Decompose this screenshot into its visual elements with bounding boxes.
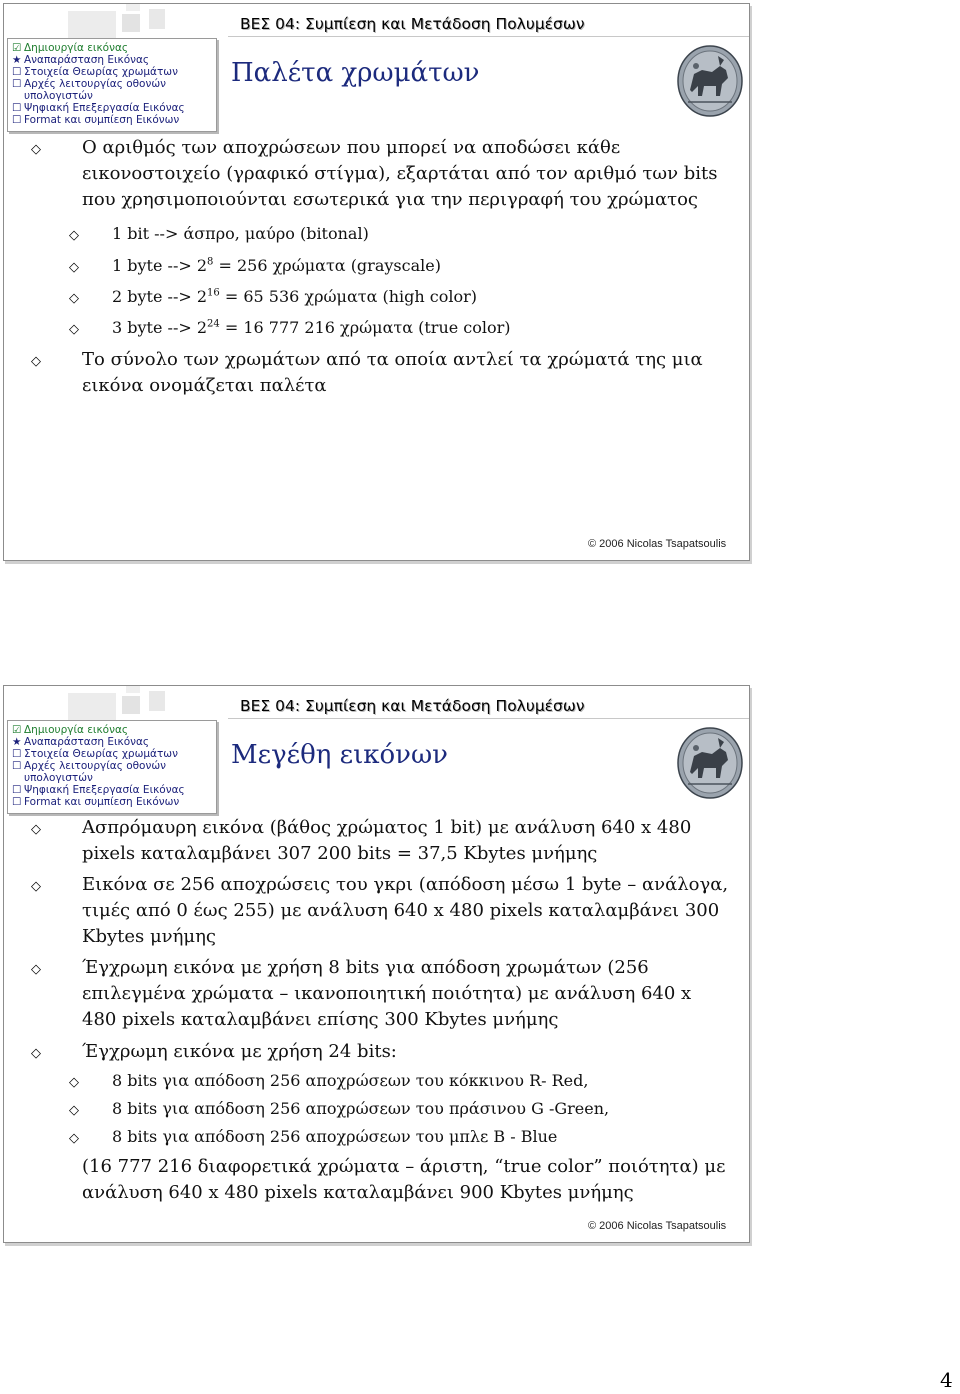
nav-item-image-processing[interactable]: ☐ Ψηφιακή Επεξεργασία Εικόνας — [12, 784, 185, 796]
copyright-notice: © 2006 Nicolas Tsapatsoulis — [588, 538, 727, 550]
nav-item-image-representation[interactable]: ★ Αναπαράσταση Εικόνας — [12, 736, 150, 748]
nav-item-image-creation[interactable]: ☑ Δημιουργία εικόνας — [12, 724, 129, 736]
nav-item-image-creation[interactable]: ☑ Δημιουργία εικόνας — [12, 42, 129, 54]
empty-box-icon: ☐ — [12, 784, 22, 796]
ancient-coin-icon — [676, 44, 744, 118]
sub-bullet-icon: ◇ — [69, 1131, 79, 1146]
nav-item-color-theory[interactable]: ☐ Στοιχεία Θεωρίας χρωμάτων — [12, 66, 178, 78]
slide-image-sizes: ΒΕΣ 04: Συμπίεση και Μετάδοση Πολυμέσων ☑ Δημιουργία εικόνας ★ Αναπαράσταση Εικόνας ☐ Στοιχεία Θεωρίας χρωμάτων ☐ Αρχές λειτουργίας οθονών υπολογιστών ☐ Ψηφιακή Επεξεργασία Εικόνας ☐ Format και συμπίεση Εικόνων Μεγέθη εικόνων ◇ Ασπρόμαυρη εικόνα (βάθος χρώματος 1 bit) με ανάλυση 640 x 480 pixels καταλαμβάνει 307 200 bits = 37,5 Kbytes μνήμης ◇ Εικόνα σε 256 αποχρώσεις του γκρι (απόδοση μέσω 1 byte – ανάλογα, τιμές από 0 έως 255) με ανάλυση 640 x 480 pixels καταλαμβάνει 300 Kbytes μνήμης ◇ Έγχρωμη εικόνα με χρήση 8 bits για απόδοση χρωμάτων (256 επιλεγμένα χρώματα – ικανοποιητική ποιότητα) με ανάλυση 640 x 480 pixels καταλαμβάνει επίσης 300 Kbytes μνήμης ◇ Έγχρωμη εικόνα με χρήση 24 bits: ◇ 8 bits για απόδοση 256 αποχρώσεων του κόκκινου R- Red, ◇ 8 bits για απόδοση 256 αποχρώσεων του πράσινου G -Green, ◇ 8 bits για απόδοση 256 αποχρώσεων του μπλε B - Blue (16 777 216 διαφορετικά χρώματα – άριστη, “true color” ποιότητα) με ανάλυση 640 x 480 pixels καταλαμβάνει 900 Kbytes μνήμης © 2006 Nicolas Tsapatsoulis — [3, 685, 750, 1243]
empty-box-icon: ☐ — [12, 78, 22, 90]
bullet-icon: ◇ — [31, 142, 41, 157]
sub-bullet-icon: ◇ — [69, 322, 79, 337]
ancient-coin-icon — [676, 726, 744, 800]
course-title: ΒΕΣ 04: Συμπίεση και Μετάδοση Πολυμέσων — [240, 15, 585, 33]
star-icon: ★ — [12, 736, 22, 748]
bullet-icon: ◇ — [31, 1046, 41, 1061]
nav-item-monitor-principles-cont[interactable]: υπολογιστών — [24, 90, 93, 102]
checked-box-icon: ☑ — [12, 724, 22, 736]
empty-box-icon: ☐ — [12, 102, 22, 114]
nav-item-monitor-principles-cont[interactable]: υπολογιστών — [24, 772, 93, 784]
slide-title: Παλέτα χρωμάτων — [231, 58, 480, 88]
empty-box-icon: ☐ — [12, 760, 22, 772]
empty-box-icon: ☐ — [12, 748, 22, 760]
copyright-notice: © 2006 Nicolas Tsapatsoulis — [588, 1220, 727, 1232]
nav-item-monitor-principles[interactable]: ☐ Αρχές λειτουργίας οθονών — [12, 760, 167, 772]
sub-bullet-icon: ◇ — [69, 1075, 79, 1090]
nav-item-image-representation[interactable]: ★ Αναπαράσταση Εικόνας — [12, 54, 150, 66]
nav-item-color-theory[interactable]: ☐ Στοιχεία Θεωρίας χρωμάτων — [12, 748, 178, 760]
sub-bullet-icon: ◇ — [69, 228, 79, 243]
star-icon: ★ — [12, 54, 22, 66]
slide-navigation — [7, 38, 217, 132]
empty-box-icon: ☐ — [12, 796, 22, 808]
bullet-icon: ◇ — [31, 879, 41, 894]
sub-bullet-icon: ◇ — [69, 291, 79, 306]
nav-item-monitor-principles[interactable]: ☐ Αρχές λειτουργίας οθονών — [12, 78, 167, 90]
page-number: 4 — [940, 1368, 953, 1392]
bullet-icon: ◇ — [31, 822, 41, 837]
sub-bullet-icon: ◇ — [69, 1103, 79, 1118]
sub-bullet-icon: ◇ — [69, 260, 79, 275]
course-title: ΒΕΣ 04: Συμπίεση και Μετάδοση Πολυμέσων — [240, 697, 585, 715]
slide-palette: ΒΕΣ 04: Συμπίεση και Μετάδοση Πολυμέσων ☑ Δημιουργία εικόνας ★ Αναπαράσταση Εικόνας ☐ Στοιχεία Θεωρίας χρωμάτων ☐ Αρχές λειτουργίας οθονών υπολογιστών ☐ Ψηφιακή Επεξεργασία Εικόνας ☐ Format και συμπίεση Εικόνων Παλέτα χρωμάτων ◇ Ο αριθμός των αποχρώσεων που μπορεί να αποδώσει κάθε εικονοστοιχείο (γραφικό στίγμα), εξαρτάται από τον αριθμό των bits που χρησιμοποιούνται εσωτερικά για την περιγραφή του χρώματος ◇ 1 bit --> άσπρο, μαύρο (bitonal) ◇ 1 byte --> $2^8 = 256$ χρώματα (grayscale) ◇ 2 byte --> $2^{16} = 65$ 536 χρώματα (high color) ◇ 3 byte --> $2^{24} = 16$ 777 216 χρώματα (true color) ◇ Το σύνολο των χρωμάτων από τα οποία αντλεί τα χρώματά της μια εικόνα ονομάζεται παλέτα © 2006 Nicolas Tsapatsoulis — [3, 3, 750, 561]
nav-item-image-processing[interactable]: ☐ Ψηφιακή Επεξεργασία Εικόνας — [12, 102, 185, 114]
empty-box-icon: ☐ — [12, 66, 22, 78]
empty-box-icon: ☐ — [12, 114, 22, 126]
slide-title: Μεγέθη εικόνων — [231, 740, 448, 770]
slide-navigation — [7, 720, 217, 814]
nav-item-image-formats[interactable]: ☐ Format και συμπίεση Εικόνων — [12, 114, 180, 126]
bullet-icon: ◇ — [31, 962, 41, 977]
checked-box-icon: ☑ — [12, 42, 22, 54]
bullet-icon: ◇ — [31, 354, 41, 369]
nav-item-image-formats[interactable]: ☐ Format και συμπίεση Εικόνων — [12, 796, 180, 808]
